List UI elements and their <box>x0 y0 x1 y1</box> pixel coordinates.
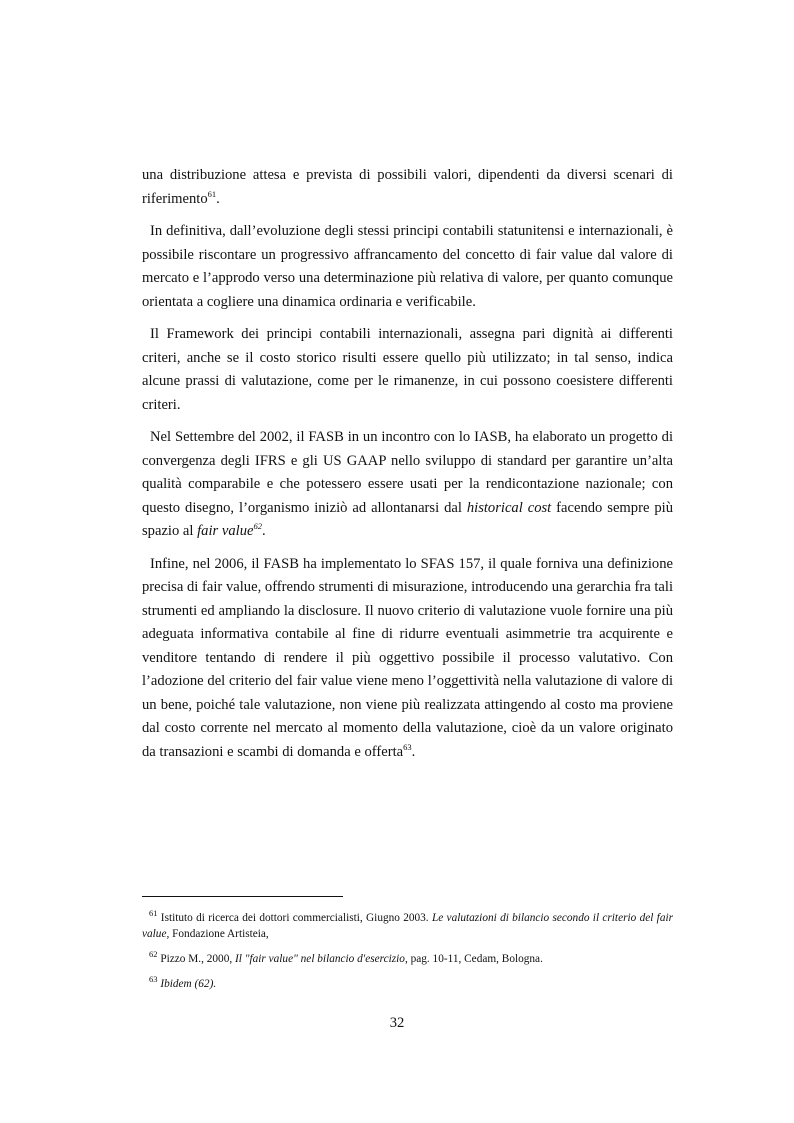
text-run: Pizzo M., 2000, <box>157 953 236 965</box>
superscript <box>208 189 217 199</box>
text-run: facendo sempre più spazio al <box>142 499 673 539</box>
text-run: Le valutazioni di bilancio secondo il criterio del fair value, <box>142 912 674 940</box>
paragraph <box>142 323 673 417</box>
text-run: . <box>216 190 220 207</box>
page-number: 32 <box>389 1015 405 1031</box>
text-run: historical cost <box>466 499 552 516</box>
text-run: Istituto di ricerca dei dottori commercialisti, Giugno 2003. <box>157 912 432 924</box>
footnote-62 <box>142 951 673 967</box>
paragraph <box>142 553 673 765</box>
paragraph <box>142 164 673 211</box>
text-run: Fondazione Artisteia, <box>169 928 269 940</box>
superscript <box>149 949 158 959</box>
text-run: fair value <box>197 523 254 539</box>
paragraph <box>142 426 673 544</box>
footnote-ref: 61 <box>207 188 217 199</box>
footnote-61 <box>142 910 673 942</box>
text-run: una distribuzione attesa e prevista di possibili valori, dipendenti da diversi scenari di riferimento <box>142 167 673 207</box>
text-run: Ibidem (62). <box>160 978 217 990</box>
footnote-63 <box>142 976 673 992</box>
footnotes <box>142 910 673 1001</box>
text-run: In definitiva, dall’evoluzione degli stessi principi contabili statunitensi e internazionali, è possibile riscontare un progressivo affrancamento del concetto di fair value dal valore di mercato e l’approdo verso una determinazione più relativa di valore, per quanto comunque orientata a cogliere una dinamica ordinaria e verificabile. <box>142 223 673 310</box>
text-run: Infine, nel 2006, il FASB ha implementato lo SFAS 157, il quale forniva una definizione precisa di fair value, offrendo strumenti di misurazione, introducendo una gerarchia fra tali strumenti ed ampliando la disclosure. Il nuovo criterio di valutazione vuole fornire una più adeguata informativa contabile al fine di ridurre eventuali asimmetrie tra acquirente e venditore tentando di rendere il più oggettivo possibile il processo valutativo. Con l’adozione del criterio del fair value viene meno l’oggettività nella valutazione di valore di un bene, poiché tale valutazione, non viene più realizzata attingendo al costo ma proviene dal costo corrente nel mercato al momento della valutazione, cioè da un valore originato da transazioni e scambi di domanda e offerta <box>142 555 673 760</box>
superscript <box>149 908 158 918</box>
superscript <box>253 521 262 531</box>
body-text <box>142 164 673 773</box>
footnote-ref: 62 <box>253 521 262 532</box>
footnote-ref: 61 <box>149 908 158 919</box>
superscript <box>149 974 158 984</box>
text-run: . <box>411 743 416 760</box>
text-run: Il "fair value" nel bilancio d'esercizio <box>235 953 405 965</box>
text-run: Nel Settembre del 2002, il FASB in un incontro con lo IASB, ha elaborato un progetto di convergenza degli IFRS e gli US GAAP nello sviluppo di standard per garantire un’alta qualità comparabile e che potessero essere usati per la rendicontazione nazionale; con questo disegno, l’organismo iniziò ad allontanarsi dal <box>142 429 673 516</box>
footnote-ref: 63 <box>149 974 158 985</box>
paragraph <box>142 220 673 314</box>
footnote-separator <box>142 896 343 897</box>
text-run: . <box>261 523 266 539</box>
footnote-ref: 62 <box>149 949 158 960</box>
text-run: , pag. 10-11, Cedam, Bologna. <box>404 953 543 965</box>
superscript <box>403 742 412 752</box>
footnote-ref: 63 <box>403 741 412 752</box>
text-run: Il Framework dei principi contabili internazionali, assegna pari dignità ai differenti criteri, anche se il costo storico risulti essere quello più utilizzato; in tal senso, indica alcune prassi di valutazione, come per le rimanenze, in cui possono coesistere differenti criteri. <box>142 326 673 413</box>
